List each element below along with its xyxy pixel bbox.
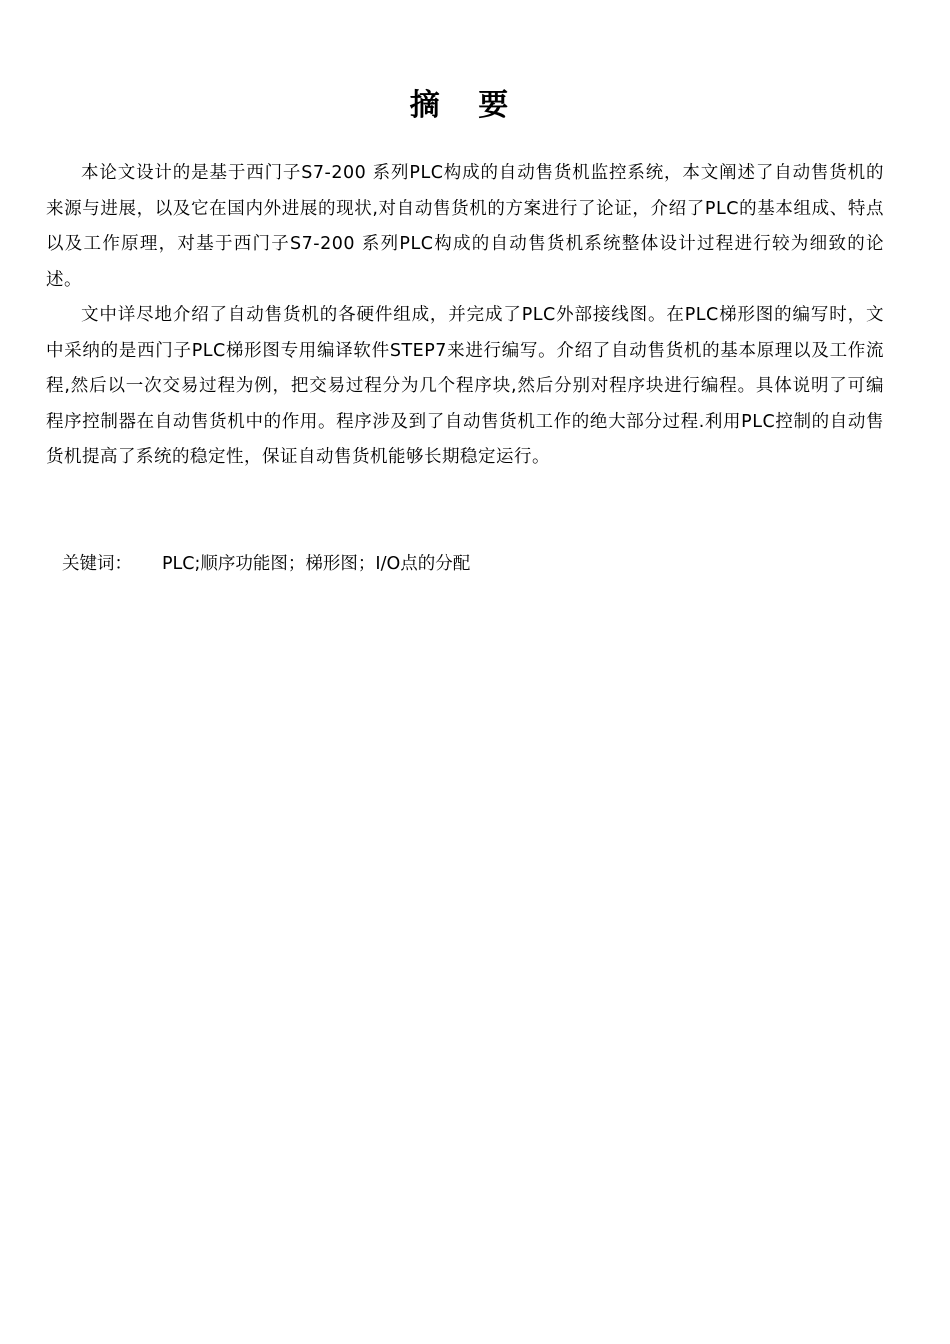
keywords-value: PLC;顺序功能图；梯形图；I/O点的分配 xyxy=(162,554,471,574)
keywords-line xyxy=(62,548,470,580)
keywords-label: 关键词： xyxy=(62,554,132,574)
abstract-paragraph-2: 文中详尽地介绍了自动售货机的各硬件组成，并完成了PLC外部接线图。在PLC梯形图的编写时，文中采纳的是西门子PLC梯形图专用编译软件STEP7来进行编写。介绍了自动售货机的基本原理以及工作流程,然后以一次交易过程为例，把交易过程分为几个程序块,然后分别对程序块进行编程。具体说明了可编程序控制器在自动售货机中的作用。程序涉及到了自动售货机工作的绝大部分过程.利用PLC控制的自动售货机提高了系统的稳定性，保证自动售货机能够长期稳定运行。 xyxy=(46,305,884,467)
page-title: 摘 要 xyxy=(409,88,523,124)
abstract-paragraph-1: 本论文设计的是基于西门子S7-200 系列PLC构成的自动售货机监控系统，本文阐述了自动售货机的来源与进展，以及它在国内外进展的现状,对自动售货机的方案进行了论证，介绍了PLC的基本组成、特点以及工作原理，对基于西门子S7-200 系列PLC构成的自动售货机系统整体设计过程进行较为细致的论述。 xyxy=(46,163,884,290)
abstract-body xyxy=(46,156,884,476)
